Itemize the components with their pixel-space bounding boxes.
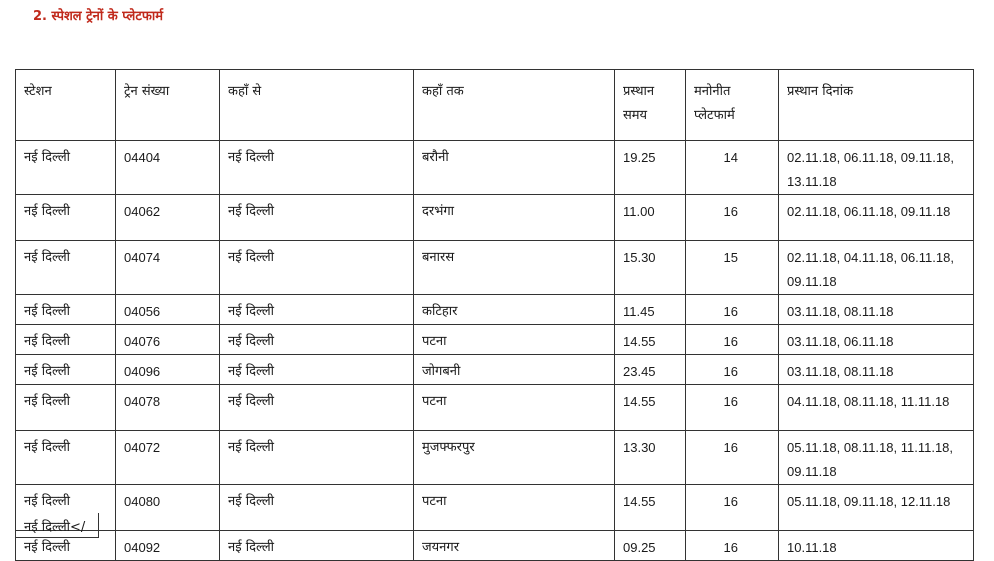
departure-date-cell: 04.11.18, 08.11.18, 11.11.18 — [779, 385, 974, 431]
section-heading: 2. स्पेशल ट्रेनों के प्लेटफार्म — [33, 9, 164, 24]
platform-cell: 15 — [686, 241, 779, 295]
train-number-cell: 04076 — [116, 325, 220, 355]
platform-cell: 16 — [686, 325, 779, 355]
station-cell: नई दिल्ली — [16, 141, 116, 195]
departure-time-cell: 14.55 — [615, 325, 686, 355]
from-station-cell: नई दिल्ली — [220, 195, 414, 241]
special-trains-platform-table — [15, 69, 974, 561]
column-header-platform: मनोनीत प्लेटफार्म — [686, 70, 779, 141]
from-station-cell: नई दिल्ली — [220, 141, 414, 195]
platform-cell: 16 — [686, 531, 779, 561]
departure-time-cell: 09.25 — [615, 531, 686, 561]
from-station-cell: नई दिल्ली — [220, 241, 414, 295]
station-cell: नई दिल्ली — [16, 355, 116, 385]
to-station-cell: पटना — [414, 385, 615, 431]
station-cell: नई दिल्ली — [16, 431, 116, 485]
station-cell: नई दिल्ली — [16, 241, 116, 295]
table-row — [16, 241, 974, 295]
station-cell: नई दिल्ली — [16, 325, 116, 355]
platform-cell: 16 — [686, 485, 779, 531]
platform-cell: 16 — [686, 295, 779, 325]
departure-date-cell: 03.11.18, 08.11.18 — [779, 355, 974, 385]
to-station-cell: बरौनी — [414, 141, 615, 195]
from-station-cell: नई दिल्ली — [220, 355, 414, 385]
table-row — [16, 141, 974, 195]
departure-time-cell: 14.55 — [615, 485, 686, 531]
column-header-station: स्टेशन — [16, 70, 116, 141]
table-row — [16, 531, 974, 561]
departure-time-cell: 11.00 — [615, 195, 686, 241]
platform-cell: 16 — [686, 355, 779, 385]
train-number-cell: 04080 — [116, 485, 220, 531]
departure-time-cell: 19.25 — [615, 141, 686, 195]
departure-date-cell: 05.11.18, 09.11.18, 12.11.18 — [779, 485, 974, 531]
trailing-station-cell: नई दिल्ली</ — [15, 513, 99, 538]
station-cell: नई दिल्ली — [16, 385, 116, 431]
column-header-train-number: ट्रेन संख्या — [116, 70, 220, 141]
to-station-cell: पटना — [414, 325, 615, 355]
train-number-cell: 04056 — [116, 295, 220, 325]
train-number-cell: 04096 — [116, 355, 220, 385]
departure-date-cell: 03.11.18, 08.11.18 — [779, 295, 974, 325]
to-station-cell: मुजफ्फरपुर — [414, 431, 615, 485]
to-station-cell: जोगबनी — [414, 355, 615, 385]
to-station-cell: कटिहार — [414, 295, 615, 325]
table-row — [16, 325, 974, 355]
table-row — [16, 355, 974, 385]
departure-time-cell: 13.30 — [615, 431, 686, 485]
train-number-cell: 04078 — [116, 385, 220, 431]
departure-date-cell: 05.11.18, 08.11.18, 11.11.18, 09.11.18 — [779, 431, 974, 485]
train-number-cell: 04072 — [116, 431, 220, 485]
to-station-cell: दरभंगा — [414, 195, 615, 241]
platform-cell: 16 — [686, 385, 779, 431]
station-cell: नई दिल्ली — [16, 531, 116, 561]
to-station-cell: पटना — [414, 485, 615, 531]
train-number-cell: 04404 — [116, 141, 220, 195]
departure-time-cell: 14.55 — [615, 385, 686, 431]
table-row — [16, 295, 974, 325]
departure-date-cell: 10.11.18 — [779, 531, 974, 561]
to-station-cell: बनारस — [414, 241, 615, 295]
table-row — [16, 431, 974, 485]
station-cell: नई दिल्ली — [16, 295, 116, 325]
from-station-cell: नई दिल्ली — [220, 485, 414, 531]
table-row — [16, 485, 974, 531]
train-number-cell: 04074 — [116, 241, 220, 295]
station-cell: नई दिल्ली — [16, 195, 116, 241]
from-station-cell: नई दिल्ली — [220, 325, 414, 355]
table-row — [16, 195, 974, 241]
departure-time-cell: 11.45 — [615, 295, 686, 325]
departure-date-cell: 02.11.18, 04.11.18, 06.11.18, 09.11.18 — [779, 241, 974, 295]
from-station-cell: नई दिल्ली — [220, 385, 414, 431]
column-header-to: कहाँ तक — [414, 70, 615, 141]
train-number-cell: 04062 — [116, 195, 220, 241]
departure-time-cell: 23.45 — [615, 355, 686, 385]
table-header-row — [16, 70, 974, 141]
platform-cell: 16 — [686, 195, 779, 241]
train-number-cell: 04092 — [116, 531, 220, 561]
platform-cell: 14 — [686, 141, 779, 195]
to-station-cell: जयनगर — [414, 531, 615, 561]
departure-time-cell: 15.30 — [615, 241, 686, 295]
station-cell: नई दिल्ली — [16, 485, 116, 531]
departure-date-cell: 02.11.18, 06.11.18, 09.11.18, 13.11.18 — [779, 141, 974, 195]
column-header-departure-date: प्रस्थान दिनांक — [779, 70, 974, 141]
platform-cell: 16 — [686, 431, 779, 485]
column-header-departure-time: प्रस्थान समय — [615, 70, 686, 141]
from-station-cell: नई दिल्ली — [220, 531, 414, 561]
from-station-cell: नई दिल्ली — [220, 295, 414, 325]
table-row — [16, 385, 974, 431]
column-header-from: कहाँ से — [220, 70, 414, 141]
departure-date-cell: 03.11.18, 06.11.18 — [779, 325, 974, 355]
departure-date-cell: 02.11.18, 06.11.18, 09.11.18 — [779, 195, 974, 241]
from-station-cell: नई दिल्ली — [220, 431, 414, 485]
